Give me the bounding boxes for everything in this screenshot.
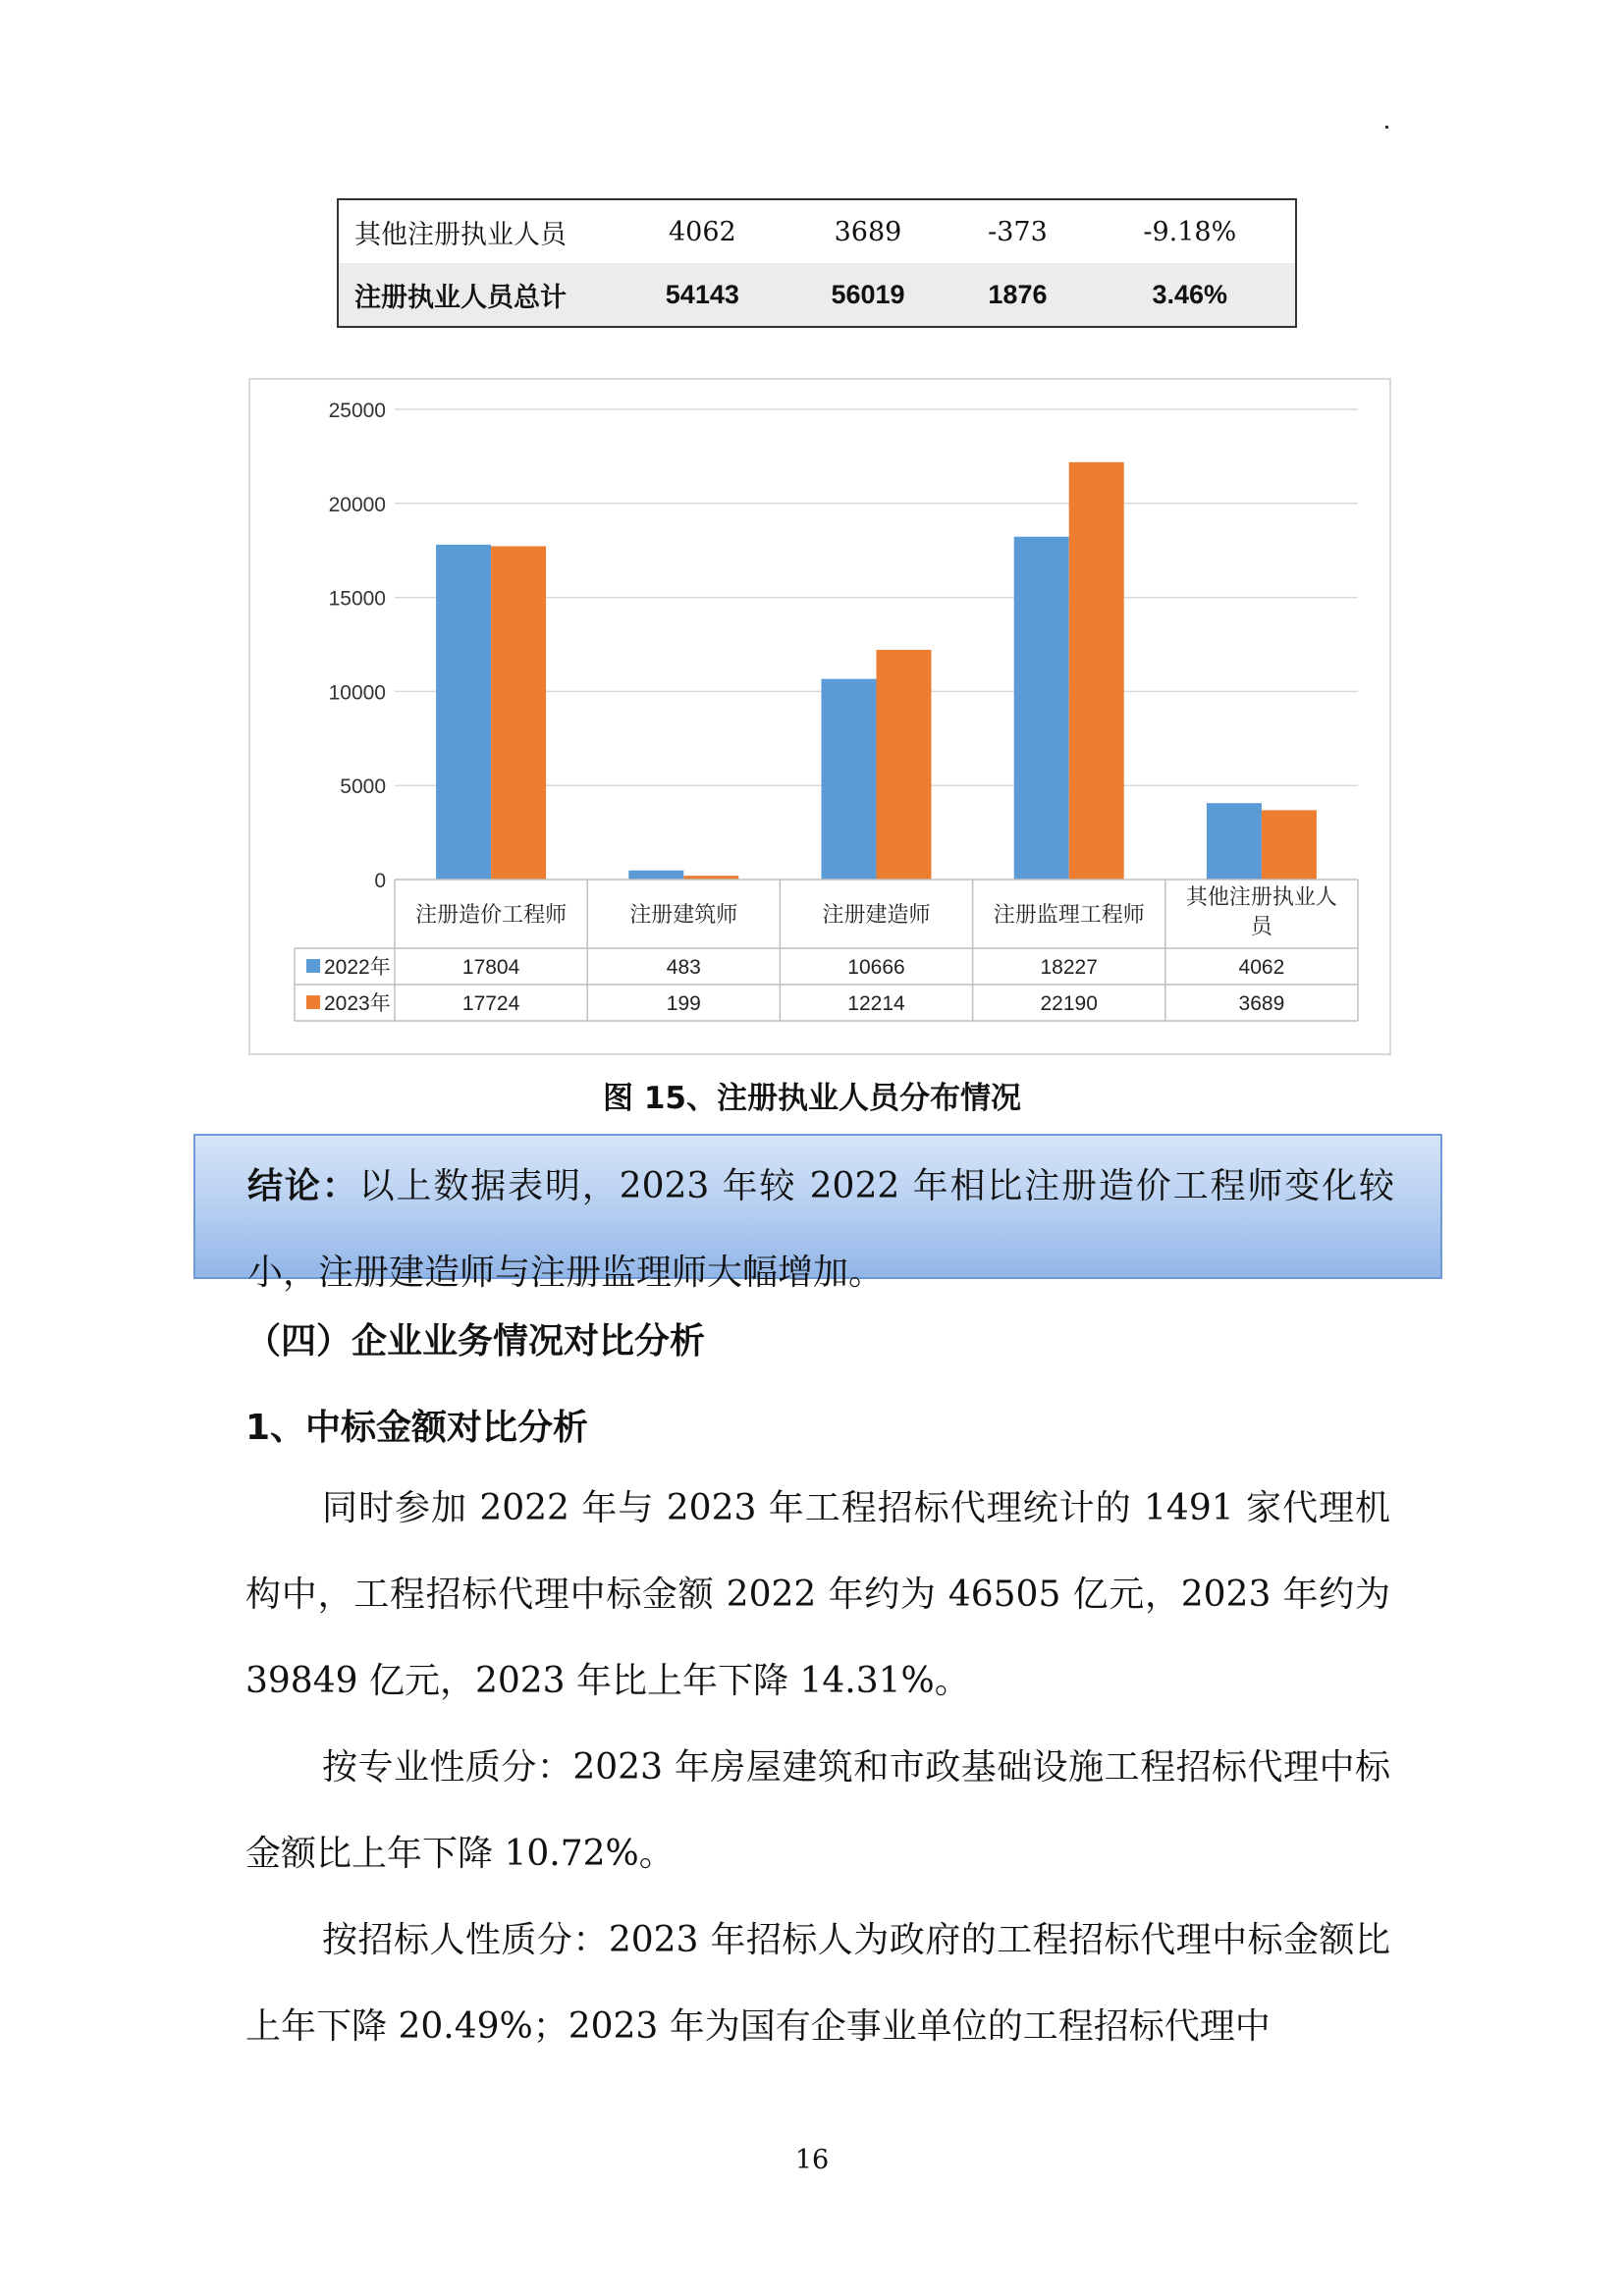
y-tick-label: 20000 (328, 493, 386, 516)
paragraph: 按招标人性质分：2023 年招标人为政府的工程招标代理中标金额比上年下降 20.49%；2023 年为国有企事业单位的工程招标代理中 (245, 1920, 1390, 2047)
table-row-total (338, 263, 1296, 327)
y-tick-label: 0 (374, 870, 386, 892)
bar-2022 (1014, 537, 1069, 880)
value-2023: 3689 (834, 216, 902, 247)
y-tick-label: 15000 (328, 587, 386, 611)
bar-2023 (877, 650, 932, 880)
data-label: 10666 (847, 956, 905, 979)
legend-swatch (306, 959, 320, 973)
category-label: 注册建造师 (822, 902, 931, 927)
conclusion-body: 以上数据表明，2023 年较 2022 年相比注册造价工程师变化较小，注册建造师与注册监理师大幅增加。 (247, 1166, 1394, 1293)
legend-swatch (306, 995, 320, 1009)
bar-2023 (1262, 810, 1317, 880)
legend-label: 2022年 (324, 956, 391, 979)
data-label: 17724 (461, 992, 520, 1015)
data-label: 12214 (847, 992, 905, 1015)
y-tick-label: 25000 (328, 400, 386, 422)
paragraph: 按专业性质分：2023 年房屋建筑和市政基础设施工程招标代理中标金额比上年下降 10.72%。 (245, 1747, 1390, 1874)
bar-2023 (491, 546, 546, 880)
value-2022: 4062 (668, 216, 736, 247)
value-2023: 56019 (785, 263, 951, 327)
category-label: 注册监理工程师 (993, 902, 1145, 927)
data-label: 3689 (1238, 992, 1285, 1015)
value-pct: -9.18% (1143, 216, 1237, 247)
data-label: 199 (666, 992, 701, 1015)
data-label: 483 (666, 956, 701, 979)
bar-2022 (1207, 803, 1262, 880)
bar-2022 (628, 871, 683, 880)
value-change: -373 (988, 216, 1048, 247)
sub-heading: 1、中标金额对比分析 (245, 1408, 589, 1448)
conclusion-box (193, 1134, 1442, 1293)
table-row (338, 199, 1296, 263)
bar-2022 (436, 545, 491, 880)
data-label: 22190 (1040, 992, 1098, 1015)
summary-table (337, 198, 1297, 328)
legend-label: 2023年 (324, 992, 391, 1015)
data-label: 17804 (461, 956, 520, 979)
data-label: 18227 (1040, 956, 1098, 979)
value-2022: 54143 (620, 263, 785, 327)
y-tick-label: 5000 (340, 775, 386, 799)
category-label: 注册造价工程师 (415, 902, 568, 927)
bar-2023 (1069, 462, 1124, 880)
bar-chart (248, 378, 1391, 1055)
page-number: 16 (794, 2145, 830, 2175)
figure-caption: 图 15、注册执业人员分布情况 (603, 1081, 1021, 1116)
category-label: 注册建筑师 (629, 902, 738, 927)
category-label: 其他注册执业人 (1185, 884, 1337, 909)
bar-2022 (822, 679, 877, 880)
paragraph: 同时参加 2022 年与 2023 年工程招标代理统计的 1491 家代理机构中，工程招标代理中标金额 2022 年约为 46505 亿元，2023 年约为 39849 亿元，2023 年比上年下降 14.31%。 (245, 1488, 1390, 1701)
category-label-wrap: 员 (1250, 914, 1272, 938)
y-tick-label: 10000 (328, 681, 386, 705)
value-change: 1876 (950, 263, 1084, 327)
corner-mark (1385, 126, 1388, 129)
conclusion-label: 结论： (247, 1166, 359, 1206)
chart-canvas (250, 380, 1389, 1053)
value-pct: 3.46% (1085, 263, 1296, 327)
data-label: 4062 (1238, 956, 1285, 979)
row-name: 注册执业人员总计 (338, 263, 620, 327)
section-heading: （四）企业业务情况对比分析 (245, 1321, 706, 1362)
row-name: 其他注册执业人员 (354, 219, 567, 250)
conclusion-text (247, 1144, 1394, 1316)
